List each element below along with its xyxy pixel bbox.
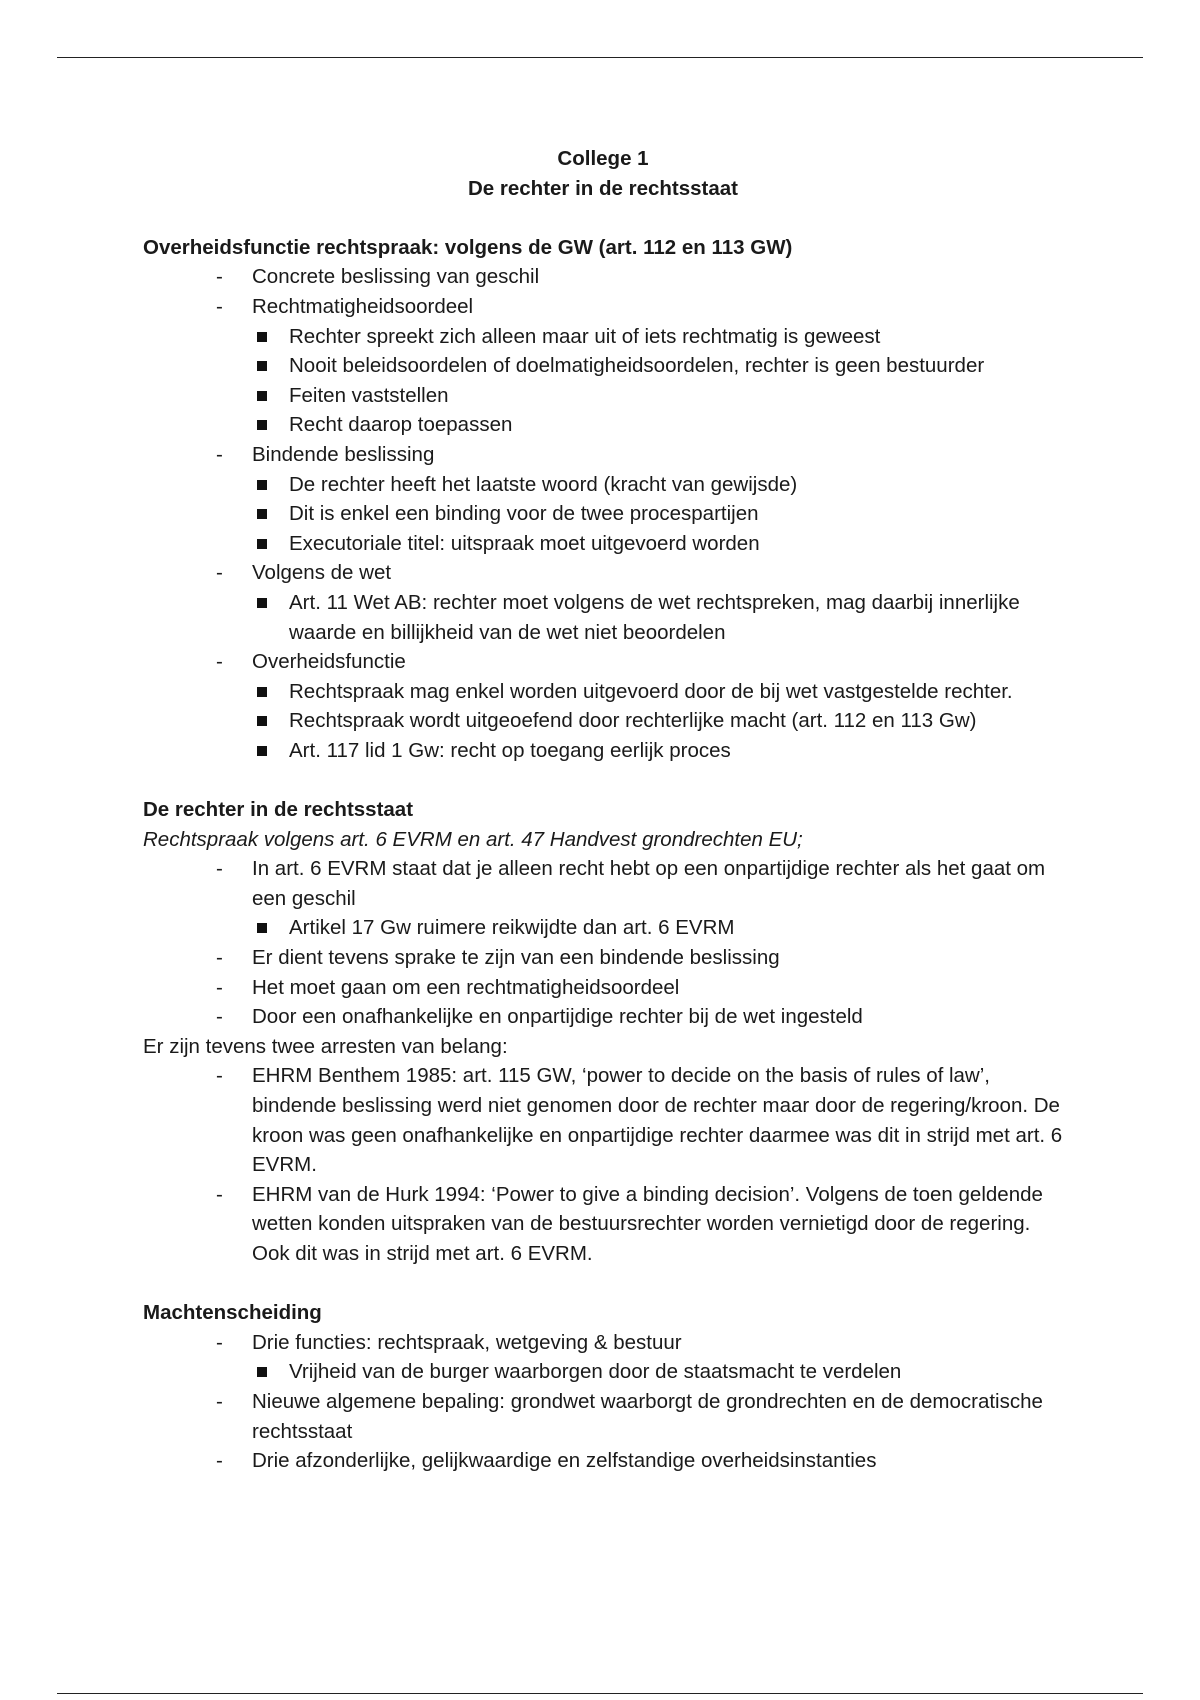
list-item: - Er dient tevens sprake te zijn van een bindende beslissing [143, 943, 1063, 973]
sub-list-item: Rechtspraak wordt uitgeoefend door rechterlijke macht (art. 112 en 113 Gw) [143, 706, 1063, 736]
list-item: - Nieuwe algemene bepaling: grondwet waarborgt de grondrechten en de democratische rechtsstaat [143, 1387, 1063, 1446]
sub-list-item: Executoriale titel: uitspraak moet uitgevoerd worden [143, 529, 1063, 559]
section-subheading: Rechtspraak volgens art. 6 EVRM en art. 47 Handvest grondrechten EU; [143, 827, 803, 851]
document-subtitle: De rechter in de rechtsstaat [467, 176, 739, 200]
sub-list-item: Art. 11 Wet AB: rechter moet volgens de wet rechtspreken, mag daarbij innerlijke waarde en billijkheid van de wet niet beoordelen [143, 588, 1063, 647]
sub-list-item: Art. 117 lid 1 Gw: recht op toegang eerlijk proces [143, 736, 1063, 766]
list-item: - Bindende beslissing [143, 440, 1063, 470]
document-page [143, 144, 1063, 1476]
footer-rule [57, 1693, 1143, 1694]
sub-list-item: Rechter spreekt zich alleen maar uit of iets rechtmatig is geweest [143, 322, 1063, 352]
sub-list-item: Dit is enkel een binding voor de twee procespartijen [143, 499, 1063, 529]
list-item: - Drie afzonderlijke, gelijkwaardige en zelfstandige overheidsinstanties [143, 1446, 1063, 1476]
list-item: - Door een onafhankelijke en onpartijdige rechter bij de wet ingesteld [143, 1002, 1063, 1032]
list-item: - EHRM van de Hurk 1994: ‘Power to give a binding decision’. Volgens de toen geldende wetten konden uitspraken van de bestuursrechter worden vernietigd door de regering. Ook dit was in strijd met art. 6 EVRM. [143, 1180, 1063, 1269]
list-item: - Het moet gaan om een rechtmatigheidsoordeel [143, 973, 1063, 1003]
list-item: - Concrete beslissing van geschil [143, 262, 1063, 292]
sub-list-item: Nooit beleidsoordelen of doelmatigheidsoordelen, rechter is geen bestuurder [143, 351, 1063, 381]
paragraph: Er zijn tevens twee arresten van belang: [143, 1034, 508, 1058]
sub-list-item: Artikel 17 Gw ruimere reikwijdte dan art. 6 EVRM [143, 913, 1063, 943]
sub-list-item: Vrijheid van de burger waarborgen door de staatsmacht te verdelen [143, 1357, 1063, 1387]
list-item: - Overheidsfunctie [143, 647, 1063, 677]
list-item: - In art. 6 EVRM staat dat je alleen recht hebt op een onpartijdige rechter als het gaat om een geschil [143, 854, 1063, 913]
list-item: - Volgens de wet [143, 558, 1063, 588]
section-heading-machtenscheiding: Machtenscheiding [143, 1301, 322, 1325]
sub-list-item: De rechter heeft het laatste woord (kracht van gewijsde) [143, 470, 1063, 500]
document-title: College 1 [557, 147, 649, 170]
sub-list-item: Recht daarop toepassen [143, 410, 1063, 440]
section-heading-overheidsfunctie: Overheidsfunctie rechtspraak: volgens de GW (art. 112 en 113 GW) [143, 235, 793, 259]
list-item: - Rechtmatigheidsoordeel [143, 292, 1063, 322]
list-item: - EHRM Benthem 1985: art. 115 GW, ‘power to decide on the basis of rules of law’, bindende beslissing werd niet genomen door de rechter maar door de regering/kroon. De kroon was geen onafhankelijke en onpartijdige rechter daarmee was dit in strijd met art. 6 EVRM. [143, 1061, 1063, 1179]
sub-list-item: Feiten vaststellen [143, 381, 1063, 411]
header-rule [57, 57, 1143, 58]
section-heading-rechtsstaat: De rechter in de rechtsstaat [143, 798, 414, 822]
list-item: - Drie functies: rechtspraak, wetgeving & bestuur [143, 1328, 1063, 1358]
sub-list-item: Rechtspraak mag enkel worden uitgevoerd door de bij wet vastgestelde rechter. [143, 677, 1063, 707]
